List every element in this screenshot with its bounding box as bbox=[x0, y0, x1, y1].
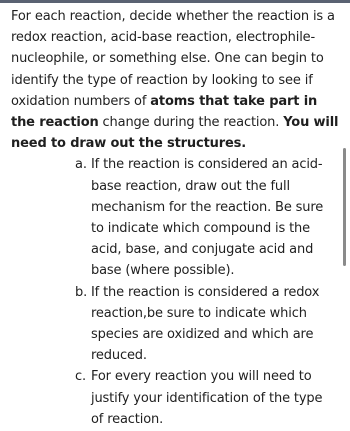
list-item-text: If the reaction is considered an acid-base reaction, draw out the full mechanism for the reaction. Be sure to indicate which compound is the acid, base, and conjugate acid and base (where possible). bbox=[91, 157, 324, 279]
top-border bbox=[0, 0, 350, 3]
intro-text-1: For each reaction, decide whether the reaction is a redox reaction, acid-base reaction, electrophile-nucleophile, or something else. One can begin to identify the type of reaction by looking to see if oxidation numbers of bbox=[11, 9, 335, 109]
intro-bold-instruction: You will need to draw out the structures. bbox=[11, 115, 339, 152]
list-marker: c. bbox=[75, 369, 86, 385]
list-item-text: If the reaction is considered a redox reaction,be sure to indicate which species are oxidized and which are reduced. bbox=[91, 284, 320, 364]
list-item-b bbox=[11, 282, 345, 367]
scrollbar-thumb[interactable] bbox=[343, 148, 346, 266]
instruction-list bbox=[11, 154, 345, 430]
intro-text-2: change during the reaction. bbox=[98, 115, 284, 131]
list-item-a bbox=[11, 154, 345, 281]
intro-paragraph bbox=[11, 6, 345, 154]
list-item-c bbox=[11, 366, 345, 430]
list-marker: b. bbox=[75, 284, 88, 300]
list-marker: a. bbox=[75, 157, 87, 173]
list-item-text: For every reaction you will need to justify your identification of the type of reaction. bbox=[91, 369, 323, 427]
document-body bbox=[11, 6, 345, 430]
intro-bold-atoms: atoms that take part in the reaction bbox=[11, 93, 318, 131]
